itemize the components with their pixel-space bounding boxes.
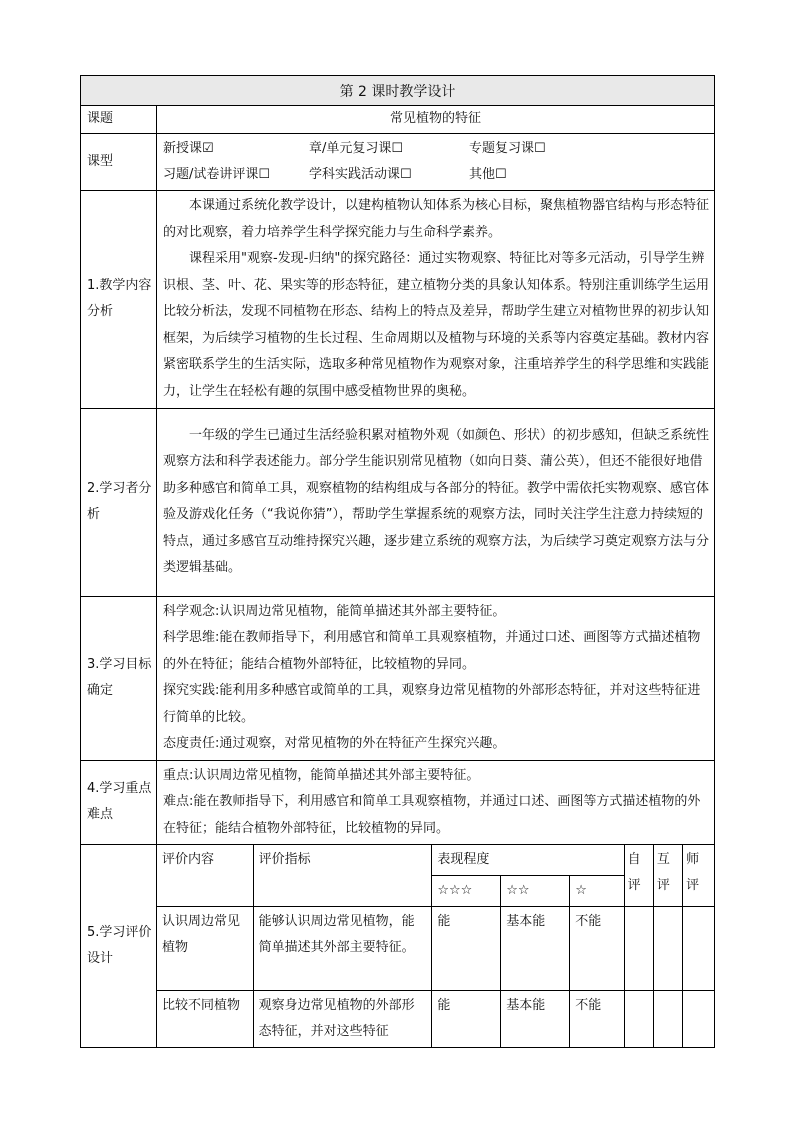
learner-analysis-label: 2.学习者分析 bbox=[81, 408, 157, 596]
eval-row-level: 基本能 bbox=[501, 907, 570, 991]
key-points-label: 4.学习重点难点 bbox=[81, 760, 157, 845]
document-title: 第 2 课时教学设计 bbox=[81, 76, 715, 106]
eval-row-content: 认识周边常见植物 bbox=[157, 907, 253, 991]
eval-row-content: 比较不同植物 bbox=[157, 991, 253, 1048]
eval-header-self: 自评 bbox=[624, 845, 653, 907]
eval-row-level: 不能 bbox=[570, 907, 624, 991]
evaluation-table bbox=[157, 845, 714, 1047]
objective-line: 探究实践:能利用多种感官或简单的工具，观察身边常见植物的外部形态特征，并对这些特征进行简单的比较。 bbox=[163, 683, 701, 725]
lesson-plan-table bbox=[80, 75, 715, 1048]
key-point-line: 难点:能在教师指导下，利用感官和简单工具观察植物，并通过口述、画图等方式描述植物的外在特征；能结合植物外部特征，比较植物的异同。 bbox=[163, 794, 701, 836]
peer-eval-cell[interactable] bbox=[653, 907, 682, 991]
level-three-stars: ☆☆☆ bbox=[432, 876, 501, 907]
self-eval-cell[interactable] bbox=[624, 907, 653, 991]
learning-objectives-label: 3.学习目标确定 bbox=[81, 596, 157, 760]
eval-header-indicator: 评价指标 bbox=[253, 845, 432, 907]
eval-row-level: 不能 bbox=[570, 991, 624, 1048]
level-one-star: ☆ bbox=[570, 876, 624, 907]
eval-row-level: 能 bbox=[432, 991, 501, 1048]
paragraph: 课程采用"观察-发现-归纳"的探究路径：通过实物观察、特征比对等多元活动，引导学生辨识根、茎、叶、花、果实等的形态特征，建立植物分类的具象认知体系。特别注重训练学生运用比较分析法，发现不同植物在形态、结构上的特点及差异，帮助学生建立对植物世界的初步认知框架，为后续学习植物的生长过程、生命周期以及植物与环境的关系等内容奠定基础。教材内容紧密联系学生的生活实际，选取多种常见植物作为观察对象，注重培养学生的科学思维和实践能力，让学生在轻松有趣的氛围中感受植物世界的奥秘。 bbox=[163, 251, 710, 399]
paragraph: 本课通过系统化教学设计，以建构植物认知体系为核心目标，聚焦植物器官结构与形态特征的对比观察，着力培养学生科学探究能力与生命科学素养。 bbox=[163, 198, 710, 240]
eval-row-indicator: 观察身边常见植物的外部形态特征，并对这些特征 bbox=[253, 991, 432, 1048]
eval-header-peer: 互评 bbox=[653, 845, 682, 907]
lesson-type-option: 习题/试卷讲评课☐ bbox=[163, 166, 271, 182]
objective-line: 科学思维:能在教师指导下，利用感官和简单工具观察植物，并通过口述、画图等方式描述植物的外在特征；能结合植物外部特征，比较植物的异同。 bbox=[163, 630, 701, 672]
lesson-type-option: 其他☐ bbox=[469, 166, 507, 182]
topic-value: 常见植物的特征 bbox=[157, 106, 715, 134]
eval-header-teacher: 师评 bbox=[683, 845, 714, 907]
topic-label: 课题 bbox=[81, 106, 157, 134]
key-points-text bbox=[157, 760, 715, 845]
content-analysis-label: 1.教学内容分析 bbox=[81, 190, 157, 408]
lesson-type-option: 章/单元复习课☐ bbox=[309, 140, 404, 156]
peer-eval-cell[interactable] bbox=[653, 991, 682, 1048]
lesson-type-option: 专题复习课☐ bbox=[469, 140, 546, 156]
teacher-eval-cell[interactable] bbox=[683, 907, 714, 991]
lesson-type-label: 课型 bbox=[81, 133, 157, 190]
evaluation-design-cell bbox=[157, 845, 715, 1048]
eval-row-indicator: 能够认识周边常见植物，能简单描述其外部主要特征。 bbox=[253, 907, 432, 991]
lesson-type-options bbox=[157, 133, 715, 190]
eval-row-level: 能 bbox=[432, 907, 501, 991]
content-analysis-text bbox=[157, 190, 715, 408]
eval-header-performance: 表现程度 bbox=[432, 845, 624, 876]
self-eval-cell[interactable] bbox=[624, 991, 653, 1048]
lesson-type-option: 学科实践活动课☐ bbox=[309, 166, 412, 182]
lesson-type-option: 新授课☑ bbox=[163, 140, 214, 156]
eval-header-content: 评价内容 bbox=[157, 845, 253, 907]
objective-line: 科学观念:认识周边常见植物，能简单描述其外部主要特征。 bbox=[163, 603, 506, 619]
learner-analysis-text bbox=[157, 408, 715, 596]
evaluation-design-label: 5.学习评价设计 bbox=[81, 845, 157, 1048]
teacher-eval-cell[interactable] bbox=[683, 991, 714, 1048]
objective-line: 态度责任:通过观察，对常见植物的外在特征产生探究兴趣。 bbox=[163, 736, 506, 751]
level-two-stars: ☆☆ bbox=[501, 876, 570, 907]
learning-objectives-text bbox=[157, 596, 715, 760]
paragraph: 一年级的学生已通过生活经验积累对植物外观（如颜色、形状）的初步感知，但缺乏系统性观察方法和科学表述能力。部分学生能识别常见植物（如向日葵、蒲公英），但还不能很好地借助多种感官和简单工具，观察植物的结构组成与各部分的特征。教学中需依托实物观察、感官体验及游戏化任务（“我说你猜”），帮助学生掌握系统的观察方法，同时关注学生注意力持续短的特点，通过多感官互动维持探究兴趣，逐步建立系统的观察方法，为后续学习奠定观察方法与分类逻辑基础。 bbox=[163, 427, 710, 575]
key-point-line: 重点:认识周边常见植物，能简单描述其外部主要特征。 bbox=[163, 767, 480, 783]
lesson-plan-document bbox=[80, 75, 714, 1048]
eval-row-level: 基本能 bbox=[501, 991, 570, 1048]
